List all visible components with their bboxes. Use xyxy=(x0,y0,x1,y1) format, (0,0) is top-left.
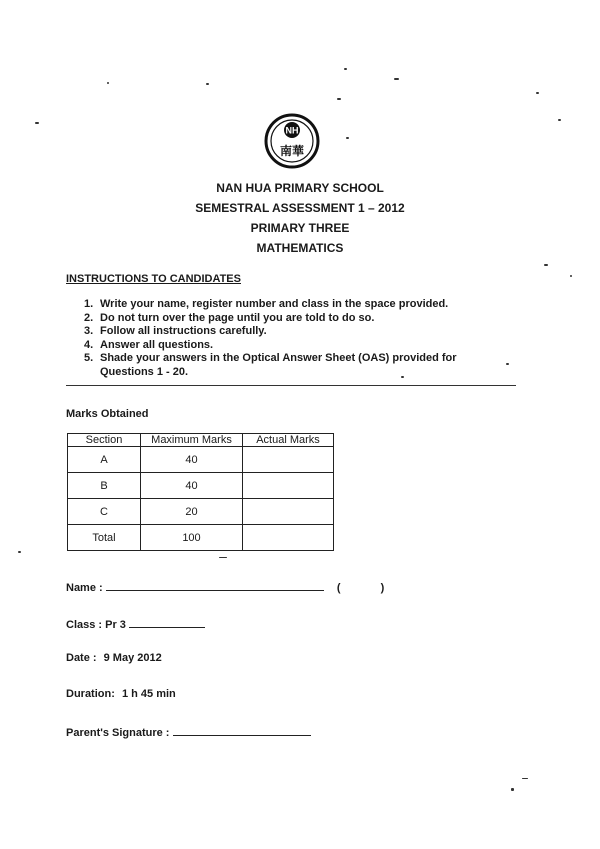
scan-speck xyxy=(558,119,561,121)
marks-table xyxy=(67,433,334,551)
register-number-open-paren: ( xyxy=(336,582,341,594)
logo-chinese: 南華 xyxy=(279,144,305,158)
instruction-item xyxy=(84,339,500,353)
scan-speck xyxy=(206,83,209,85)
logo-initials: NH xyxy=(285,125,299,136)
column-header-maximum-marks: Maximum Marks xyxy=(141,434,243,447)
actual-marks-cell[interactable] xyxy=(243,499,334,525)
class-field xyxy=(66,616,205,631)
scan-speck xyxy=(346,137,349,139)
instruction-number: 2. xyxy=(84,311,94,324)
section-cell: B xyxy=(68,473,141,499)
name-label: Name : xyxy=(66,582,103,594)
subject-title: MATHEMATICS xyxy=(256,241,344,255)
name-field xyxy=(66,579,384,594)
scan-speck xyxy=(18,551,21,553)
instruction-text: Do not turn over the page until you are told to do so. xyxy=(100,311,375,324)
instruction-text: Answer all questions. xyxy=(100,338,214,351)
instruction-text: Follow all instructions carefully. xyxy=(100,325,267,337)
section-cell: Total xyxy=(68,525,141,551)
column-header-section: Section xyxy=(68,434,141,447)
class-input-line[interactable] xyxy=(129,616,205,628)
instruction-text: Shade your answers in the Optical Answer Sheet (OAS) provided for Questions 1 - 20. xyxy=(100,352,457,378)
divider xyxy=(66,385,516,386)
scan-speck xyxy=(394,78,399,80)
instructions-list xyxy=(84,298,500,379)
scan-speck xyxy=(544,264,548,266)
scan-speck xyxy=(506,363,509,365)
register-number-close-paren: ) xyxy=(380,582,385,594)
table-row xyxy=(68,473,334,499)
scan-speck xyxy=(219,557,227,558)
duration-value: 1 h 45 min xyxy=(121,688,176,700)
name-input-line[interactable] xyxy=(106,579,324,591)
assessment-title: SEMESTRAL ASSESSMENT 1 – 2012 xyxy=(195,201,405,215)
date-value: 9 May 2012 xyxy=(103,652,162,664)
duration-label: Duration: xyxy=(66,688,115,700)
instruction-item xyxy=(84,352,500,379)
table-row xyxy=(68,499,334,525)
parent-signature-field xyxy=(66,724,311,739)
scan-speck xyxy=(344,68,347,70)
school-name: NAN HUA PRIMARY SCHOOL xyxy=(216,181,384,195)
duration-field xyxy=(66,688,176,700)
level-title: PRIMARY THREE xyxy=(250,221,350,235)
actual-marks-cell[interactable] xyxy=(243,525,334,551)
scan-speck xyxy=(35,122,39,124)
table-header-row xyxy=(68,434,334,447)
instruction-text: Write your name, register number and class in the space provided. xyxy=(100,298,449,310)
marks-obtained-label: Marks Obtained xyxy=(66,408,149,420)
instruction-number: 3. xyxy=(84,325,94,337)
scan-speck xyxy=(536,92,539,94)
date-label: Date : xyxy=(66,652,97,664)
instructions-title: INSTRUCTIONS TO CANDIDATES xyxy=(66,273,241,285)
actual-marks-cell[interactable] xyxy=(243,473,334,499)
instruction-item xyxy=(84,312,500,326)
maximum-marks-cell: 100 xyxy=(141,525,243,551)
scan-speck xyxy=(401,376,404,378)
table-row xyxy=(68,447,334,473)
scan-speck xyxy=(511,788,514,791)
maximum-marks-cell: 40 xyxy=(141,447,243,473)
maximum-marks-cell: 40 xyxy=(141,473,243,499)
section-cell: C xyxy=(68,499,141,525)
maximum-marks-cell: 20 xyxy=(141,499,243,525)
scan-speck xyxy=(337,98,341,100)
date-field xyxy=(66,652,162,664)
section-cell: A xyxy=(68,447,141,473)
parent-signature-label: Parent's Signature : xyxy=(66,727,170,739)
actual-marks-cell[interactable] xyxy=(243,447,334,473)
parent-signature-input-line[interactable] xyxy=(173,724,311,736)
instruction-item xyxy=(84,298,500,312)
instruction-number: 1. xyxy=(84,298,94,310)
scan-speck xyxy=(570,275,572,277)
school-crest-icon xyxy=(264,113,320,169)
scan-speck xyxy=(522,778,528,779)
scan-speck xyxy=(107,82,109,84)
instruction-number: 4. xyxy=(84,338,94,351)
table-row xyxy=(68,525,334,551)
column-header-actual-marks: Actual Marks xyxy=(243,434,334,447)
class-label: Class : Pr 3 xyxy=(66,619,126,631)
instruction-item xyxy=(84,325,500,339)
instruction-number: 5. xyxy=(84,352,94,364)
